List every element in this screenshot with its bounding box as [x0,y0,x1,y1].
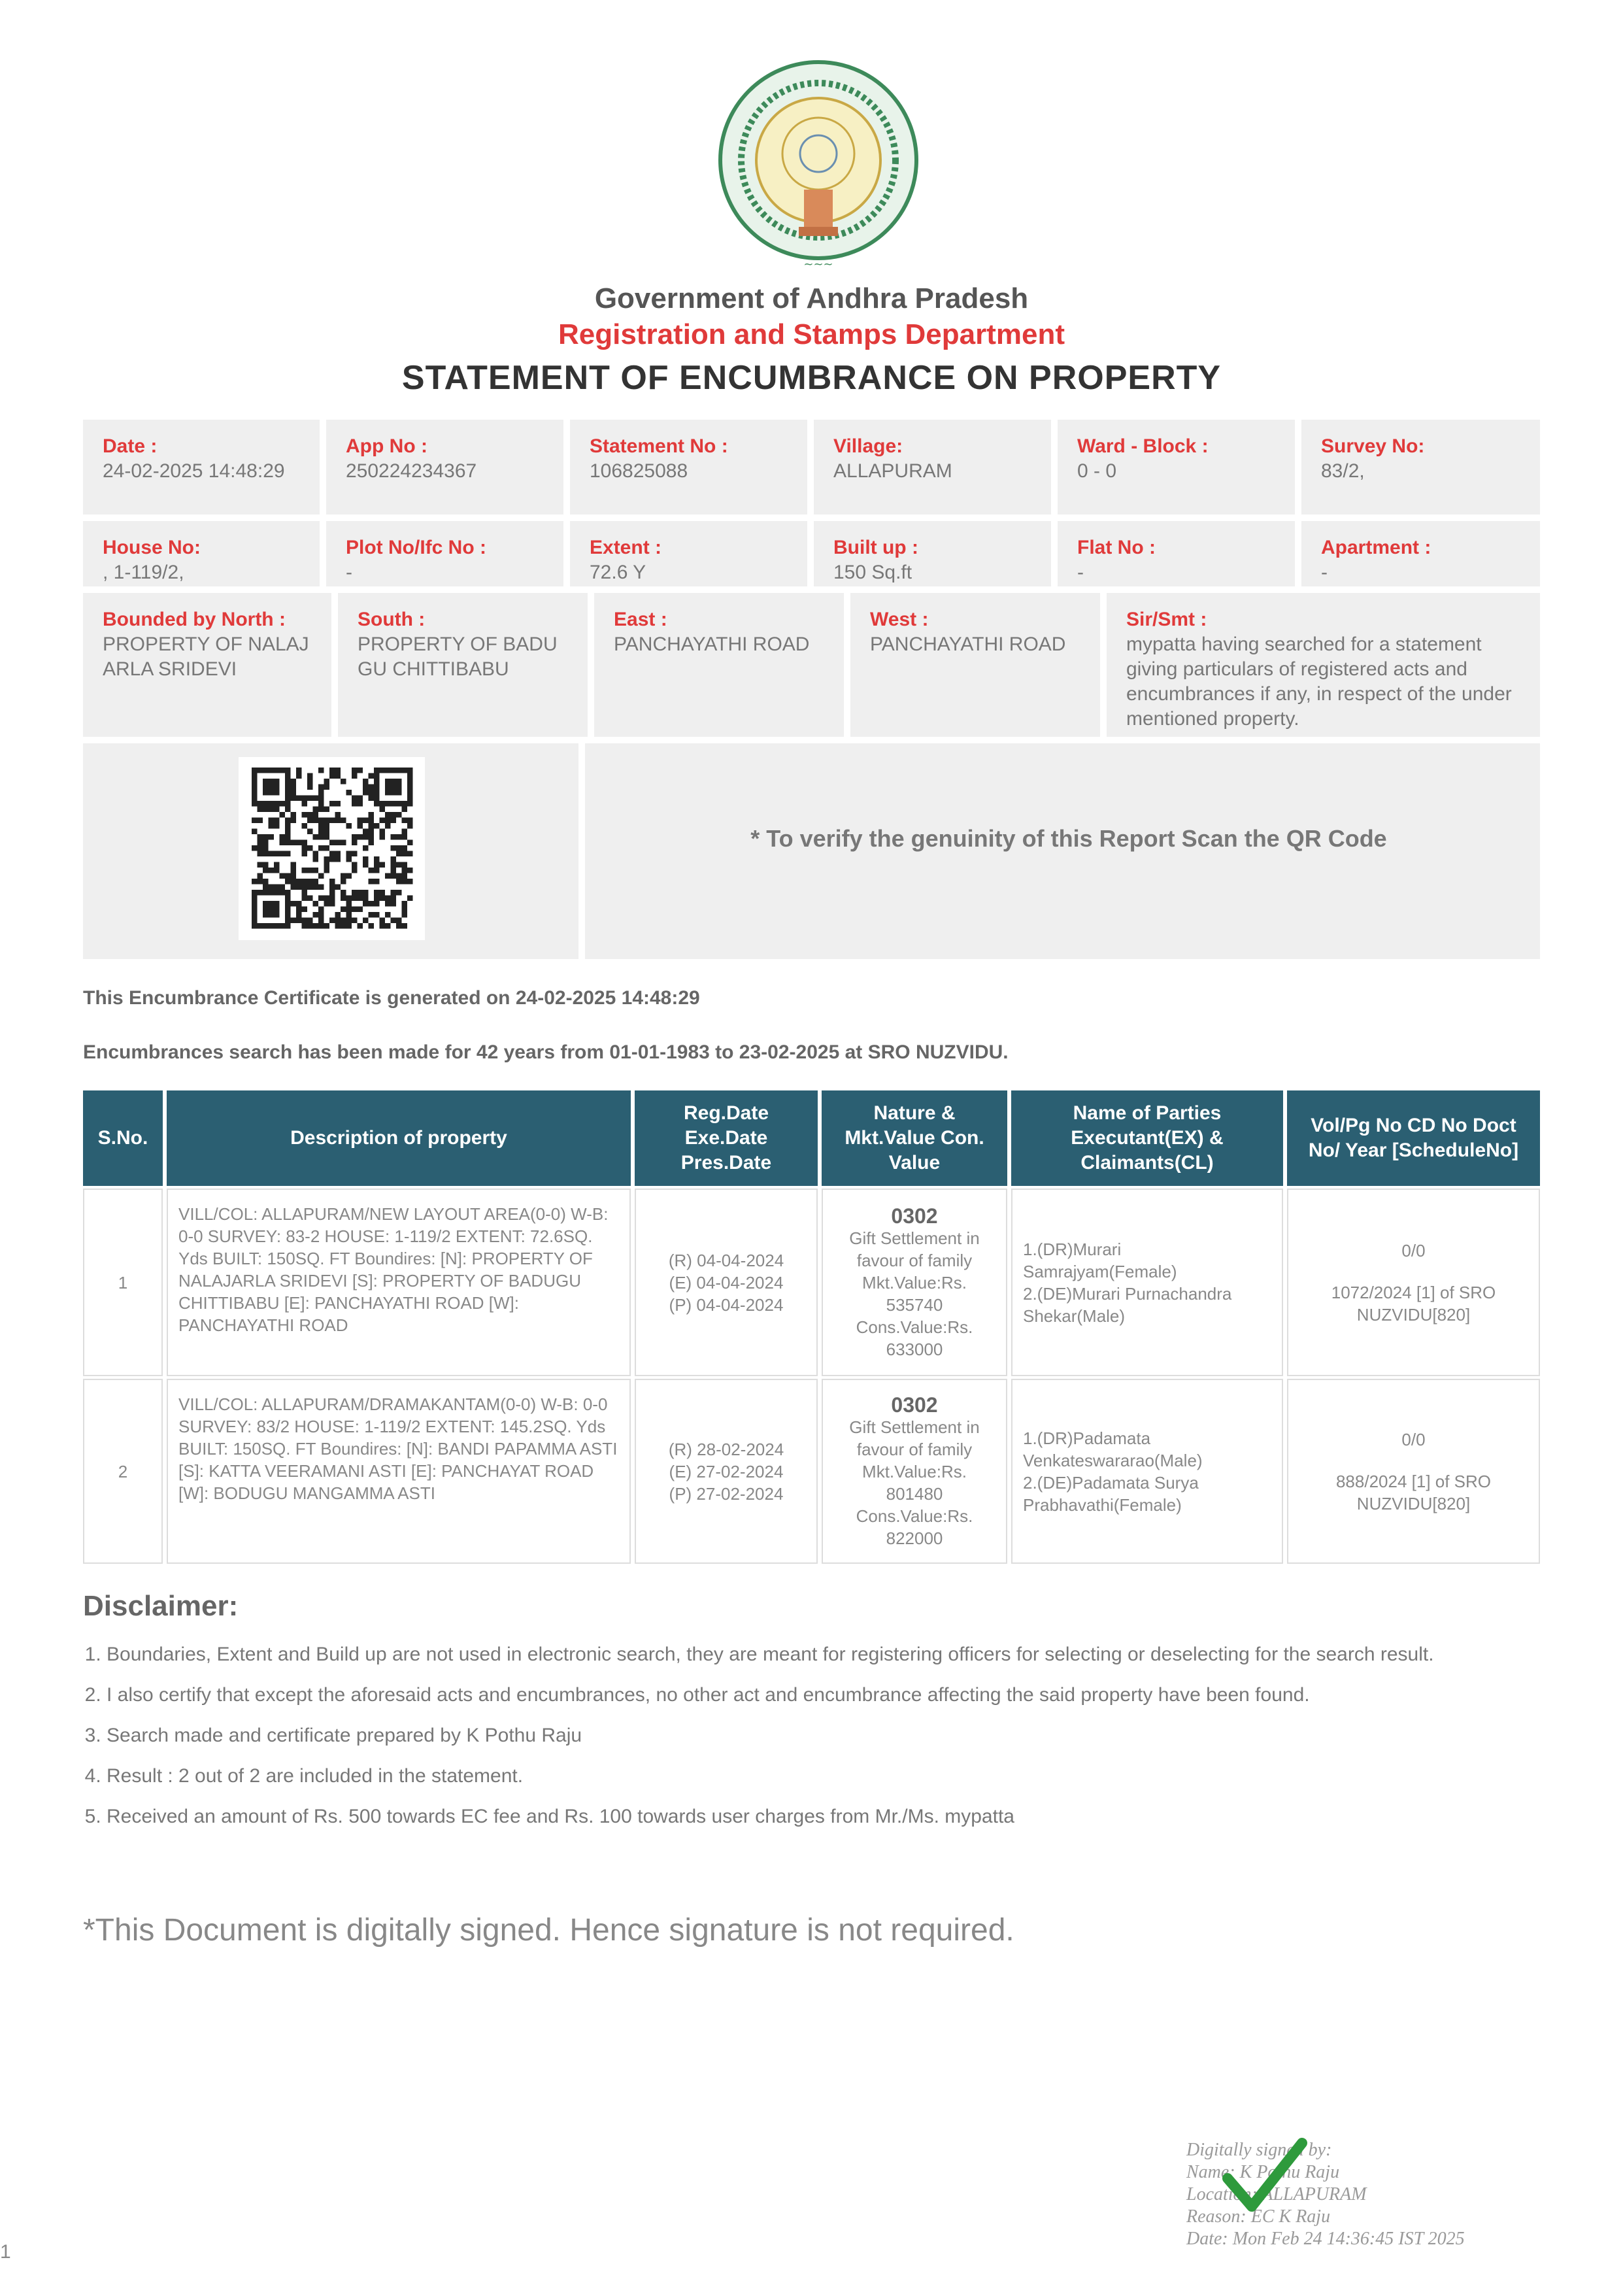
info-value: 250224234367 [346,460,477,482]
info-label: West : [870,609,929,630]
info-cell-flat-no [1058,521,1295,586]
table-row-1-parties: 1.(DR)Murari Samrajyam(Female) 2.(DE)Murari Purnachandra Shekar(Male) [1011,1189,1283,1376]
nature-values: Gift Settlement in favour of family Mkt.Value:Rs. 801480 Cons.Value:Rs. 822000 [849,1417,980,1548]
signature-line: Location: ALLAPURAM [1186,2184,1367,2204]
info-value: PANCHAYATHI ROAD [614,633,810,655]
disclaimer-item: 5. Received an amount of Rs. 500 towards EC fee and Rs. 100 towards user charges from Mr./Ms. mypatta [107,1797,1564,1837]
info-cell-house-no [83,521,320,586]
table-row-1-sno: 1 [83,1189,163,1376]
info-cell-date [83,420,320,515]
disclaimer-title: Disclaimer: [83,1590,239,1622]
disclaimer-item: 4. Result : 2 out of 2 are included in the statement. [107,1756,1564,1797]
digitally-signed-note: *This Document is digitally signed. Hence signature is not required. [83,1913,1014,1948]
info-value: 0 - 0 [1077,460,1117,482]
state-emblem-icon [714,56,923,278]
info-cell-ward-block [1058,420,1295,515]
disclaimer-item: 3. Search made and certificate prepared by K Pothu Raju [107,1715,1564,1756]
table-row-1-nature [822,1189,1007,1376]
info-cell-survey-no [1301,420,1540,515]
info-label: Flat No : [1077,537,1156,558]
info-value: - [1077,562,1084,583]
search-note: Encumbrances search has been made for 42 years from 01-01-1983 to 23-02-2025 at SRO NUZVIDU. [83,1041,1009,1063]
info-label: App No : [346,435,427,457]
info-cell-plot-no [326,521,563,586]
info-cell-east [594,593,844,737]
page-title: STATEMENT OF ENCUMBRANCE ON PROPERTY [401,359,1222,397]
vol-page: 0/0 [1401,1240,1426,1260]
doct-no: 888/2024 [1] of SRO NUZVIDU[820] [1335,1471,1492,1513]
info-label: Extent : [590,537,662,558]
info-value: ALLAPURAM [833,460,952,482]
table-row-2-vol [1287,1379,1540,1564]
column-header-vol: Vol/Pg No CD No Doct No/ Year [ScheduleNo] [1287,1090,1540,1186]
info-cell-village [814,420,1051,515]
disclaimer-list [83,1634,1564,1837]
info-label: Statement No : [590,435,728,457]
column-header-dates: Reg.Date Exe.Date Pres.Date [635,1090,818,1186]
info-value: - [346,562,352,583]
info-value: PANCHAYATHI ROAD [870,633,1066,655]
info-value: - [1321,562,1328,583]
info-label: Ward - Block : [1077,435,1209,457]
page-number: 1 [0,2241,11,2263]
info-label: House No: [103,537,201,558]
vol-page: 0/0 [1401,1429,1426,1449]
info-cell-north [83,593,331,737]
table-row-2-nature [822,1379,1007,1564]
disclaimer-item: 2. I also certify that except the aforesaid acts and encumbrances, no other act and encumbrance affecting the said property have been found. [107,1675,1564,1715]
table-row-1-description: VILL/COL: ALLAPURAM/NEW LAYOUT AREA(0-0) W-B: 0-0 SURVEY: 83-2 HOUSE: 1-119/2 EXTENT: 72.6SQ. Yds BUILT: 150SQ. FT Boundires: [N]: PROPERTY OF NALAJARLA SRIDEVI [S]: PROPERTY OF BADUGU CHITTIBABU [E]: PANCHAYATHI ROAD [W]: PANCHAYATHI ROAD [167,1189,631,1376]
qr-code-icon [239,757,425,940]
verified-check-icon [1222,2138,1307,2216]
doct-no: 1072/2024 [1] of SRO NUZVIDU[820] [1331,1282,1496,1325]
info-label: East : [614,609,667,630]
department-heading: Registration and Stamps Department [558,318,1065,350]
info-value: mypatta having searched for a statement giving particulars of registered acts and encumbrances if any, in respect of the under mentioned property. [1126,633,1512,730]
signature-line: Reason: EC K Raju [1186,2206,1331,2227]
info-cell-apartment [1301,521,1540,586]
info-cell-extent [570,521,807,586]
disclaimer-item: 1. Boundaries, Extent and Build up are not used in electronic search, they are meant for registering officers for selecting or deselecting for the search result. [107,1634,1564,1675]
info-cell-statement-no [570,420,807,515]
nature-values: Gift Settlement in favour of family Mkt.Value:Rs. 535740 Cons.Value:Rs. 633000 [849,1228,980,1359]
info-label: Village: [833,435,903,457]
info-value: 106825088 [590,460,688,482]
info-value: , 1-119/2, [103,562,184,583]
info-value: 150 Sq.ft [833,562,912,583]
info-value: PROPERTY OF BADUGU CHITTIBABU [358,633,558,680]
info-label: South : [358,609,426,630]
nature-code: 0302 [891,1204,938,1228]
info-value: 24-02-2025 14:48:29 [103,460,285,482]
table-row-2-sno: 2 [83,1379,163,1564]
signature-line: Digitally signed by: [1186,2140,1332,2160]
info-cell-west [850,593,1100,737]
info-label: Survey No: [1321,435,1425,457]
column-header-parties: Name of Parties Executant(EX) & Claimants(CL) [1011,1090,1283,1186]
generated-note: This Encumbrance Certificate is generated on 24-02-2025 14:48:29 [83,987,700,1009]
table-row-1-vol [1287,1189,1540,1376]
svg-text:~~~: ~~~ [803,258,833,271]
table-row-2-description: VILL/COL: ALLAPURAM/DRAMAKANTAM(0-0) W-B: 0-0 SURVEY: 83/2 HOUSE: 1-119/2 EXTENT: 145.2SQ. Yds BUILT: 150SQ. FT Boundires: [N]: BANDI PAPAMMA ASTI [S]: KATTA VEERAMANI ASTI [E]: PANCHAYAT ROAD [W]: BODUGU MANGAMMA ASTI [167,1379,631,1564]
qr-verify-message: * To verify the genuinity of this Report Scan the QR Code [750,825,1387,852]
nature-code: 0302 [891,1393,938,1417]
info-label: Built up : [833,537,918,558]
info-value: 72.6 Y [590,562,646,583]
info-value: PROPERTY OF NALAJARLA SRIDEVI [103,633,309,680]
info-label: Bounded by North : [103,609,286,630]
signature-line: Date: Mon Feb 24 14:36:45 IST 2025 [1186,2229,1465,2249]
info-cell-south [338,593,588,737]
table-row-1-dates: (R) 04-04-2024 (E) 04-04-2024 (P) 04-04-2024 [635,1189,818,1376]
qr-code [239,757,425,940]
info-label: Plot No/Ifc No : [346,537,486,558]
info-cell-app-no [326,420,563,515]
info-label: Sir/Smt : [1126,609,1207,630]
column-header-description: Description of property [167,1090,631,1186]
info-value: 83/2, [1321,460,1365,482]
table-row-2-parties: 1.(DR)Padamata Venkateswararao(Male) 2.(DE)Padamata Surya Prabhavathi(Female) [1011,1379,1283,1564]
info-label: Date : [103,435,158,457]
info-cell-sir-smt [1107,593,1540,737]
table-row-2-dates: (R) 28-02-2024 (E) 27-02-2024 (P) 27-02-2024 [635,1379,818,1564]
government-heading: Government of Andhra Pradesh [594,282,1029,314]
info-label: Apartment : [1321,537,1431,558]
column-header-nature: Nature & Mkt.Value Con. Value [822,1090,1007,1186]
column-header-sno: S.No. [83,1090,163,1186]
info-cell-built-up [814,521,1051,586]
signature-line: Name: K Pothu Raju [1186,2162,1340,2182]
